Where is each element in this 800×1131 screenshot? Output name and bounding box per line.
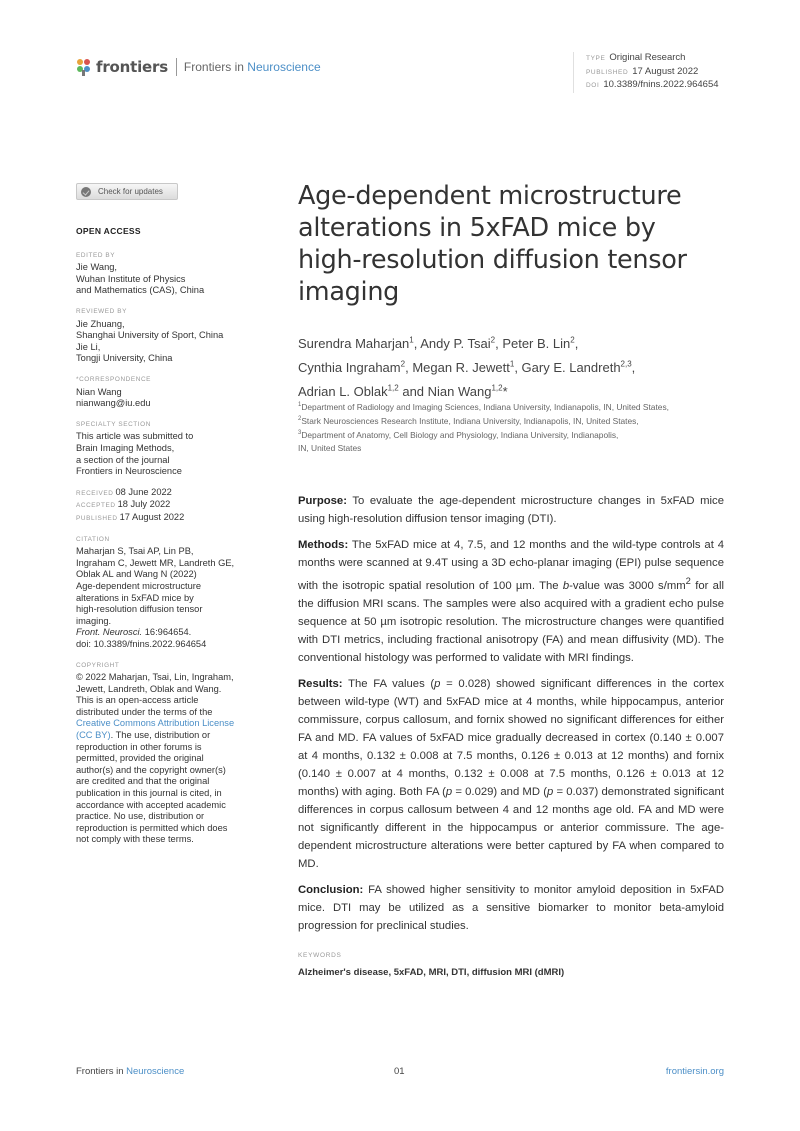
open-access-label: OPEN ACCESS <box>76 226 141 237</box>
reviewed-by-label: REVIEWED BY <box>76 308 127 316</box>
journal-logo[interactable] <box>76 57 321 77</box>
affiliation: $^3$Department of Anatomy, Cell Biology and Physiology, Indiana University, Indianapolis, <box>298 429 619 440</box>
footer-journal: Frontiers in Neuroscience <box>76 1066 185 1077</box>
article-meta <box>573 52 719 93</box>
author: Gary E. Landreth$^{2,3}$, <box>521 359 636 376</box>
author: Nian Wang$^{1,2}$* <box>427 383 508 399</box>
affiliation: $^2$Stark Neurosciences Research Institute, Indiana University, Indianapolis, IN, United States, <box>298 415 639 426</box>
citation-label: CITATION <box>76 535 110 543</box>
author: Surendra Maharjan$^1$, <box>298 336 421 352</box>
abstract <box>298 492 724 943</box>
affiliation: IN, United States <box>298 443 362 454</box>
affiliation: $^1$Department of Radiology and Imaging Sciences, Indiana University, Indianapolis, IN, United States, <box>298 401 669 412</box>
page-number: 01 <box>394 1066 405 1077</box>
article-doi: DOI 10.3389/fnins.2022.964654 <box>586 79 719 90</box>
affiliations <box>298 399 724 454</box>
copyright: © 2022 Maharjan, Tsai, Lin, Ingraham, Jewett, Landreth, Oblak and Wang. This is an open-access article distributed under the terms of the Creative Commons Attribution License (CC BY). The use, distribution or reproduction in other forums is permitted, provided the original author(s) and the copyright owner(s) are credited and that the original publication in this journal is cited, in accordance with accepted academic practice. No use, distribution or reproduction is permitted which does not comply with these terms. <box>76 672 235 845</box>
footer-site-link[interactable]: frontiersin.org <box>665 1066 724 1077</box>
author: Megan R. Jewett$^1$, <box>412 359 522 376</box>
edited-by-label: EDITED BY <box>76 251 116 259</box>
article-published: PUBLISHED 17 August 2022 <box>586 65 699 77</box>
keywords: Alzheimer's disease, 5xFAD, MRI, DTI, diffusion MRI (dMRI) <box>298 967 565 978</box>
article-title: Age-dependent microstructure alterations in 5xFAD mice by high-resolution diffusion tensor imaging <box>298 181 687 307</box>
citation: Maharjan S, Tsai AP, Lin PB, Ingraham C, Jewett MR, Landreth GE, Oblak AL and Wang N (2022) Age-dependent microstructure alterations in 5xFAD mice by high-resolution diffusion tensor imaging. Front. Neurosci. 16:964654. doi: 10.3389/fnins.2022.964654 <box>76 546 256 650</box>
keywords-label: KEYWORDS <box>298 952 342 959</box>
citation-doi[interactable]: doi: 10.3389/fnins.2022.964654 <box>76 638 207 649</box>
reviewed-by: Jie Zhuang, Shanghai University of Sport, China Jie Li, Tongji University, China <box>76 318 224 364</box>
copyright-label: COPYRIGHT <box>76 661 120 669</box>
correspondence-label: *CORRESPONDENCE <box>76 376 152 384</box>
author: Adrian L. Oblak$^{1,2}$ and <box>298 383 428 399</box>
cc-license-link[interactable]: Creative Commons Attribution License <box>76 718 235 729</box>
specialty-section: This article was submitted to Brain Imaging Methods, a section of the journal Frontiers in Neuroscience <box>76 431 194 477</box>
abstract-conclusion: Conclusion: FA showed higher sensitivity to monitor amyloid deposition in 5xFAD mice. DTI may be utilized as a sensitive biomarker to monitor beta-amyloid progression for preclinical studies. <box>298 883 725 932</box>
abstract-purpose: Purpose: To evaluate the age-dependent microstructure changes in 5xFAD mice using high-resolution diffusion tensor imaging (DTI). <box>298 495 724 525</box>
article-sidebar <box>76 183 256 846</box>
check-for-updates-button[interactable]: Check for updates <box>76 183 178 200</box>
logo-divider <box>176 58 177 76</box>
correspondence: Nian Wang nianwang@iu.edu <box>76 387 256 410</box>
frontiers-logo-icon <box>76 58 92 76</box>
abstract-methods: Methods: The 5xFAD mice at 4, 7.5, and 12 months and the wild-type controls at 4 months were scanned at 9.4T using a 3D echo-planar imaging (EPI) pulse sequence with the isotropic spatial resolution of 100 µm. The b-value was 3000 $s/mm^2$ for all the diffusion MRI scans. The samples were also acquired with a gradient echo pulse sequence at 50 µm isotropic resolution. The microstructure changes were quantified with DTI metrics, including fractional anisotropy (FA) and mean diffusivity (MD). The conventional histology was performed to validate with MRI findings. <box>298 539 724 664</box>
journal-name: Frontiers in Neuroscience <box>183 60 321 74</box>
specialty-section-label: SPECIALTY SECTION <box>76 420 151 428</box>
author: Peter B. Lin$^2$, <box>502 336 579 352</box>
check-updates-icon <box>81 187 91 197</box>
article-dates: RECEIVED 08 June 2022 ACCEPTED 18 July 2022 PUBLISHED 17 August 2022 <box>76 486 185 522</box>
article-type: TYPE Original Research <box>586 52 686 63</box>
cc-by-link[interactable]: (CC BY) <box>76 730 111 741</box>
abstract-results: Results: The FA values (p = 0.028) showed significant differences in the cortex between wild-type (WT) and 5xFAD mice at 4 months, while hippocampus, anterior commissure, corpus callosum, and fornix showed no significant differences for either FA and MD. FA values of 5xFAD mice gradually decreased in cortex (0.140 ± 0.007 at 4 months, 0.132 ± 0.008 at 7.5 months, 0.126 ± 0.013 at 12 months) and fornix (0.140 ± 0.007 at 4 months, 0.132 ± 0.008 at 7.5 months, 0.126 ± 0.013 at 12 months) with aging. Both FA (p = 0.029) and MD (p = 0.037) demonstrated significant differences in corpus callosum between 4 and 12 months age old. FA and MD were not significantly different in the hippocampus or anterior commissure. The age-dependent microstructure alterations were better captured by FA when compared to MD. <box>298 677 724 870</box>
logo-wordmark: frontiers <box>96 58 168 76</box>
author: Andy P. Tsai$^2$, <box>420 336 503 352</box>
author-list <box>298 331 724 402</box>
author: Cynthia Ingraham$^2$, <box>298 359 413 376</box>
correspondence-email[interactable]: nianwang@iu.edu <box>76 398 151 409</box>
edited-by: Jie Wang, Wuhan Institute of Physics and Mathematics (CAS), China <box>76 262 205 296</box>
